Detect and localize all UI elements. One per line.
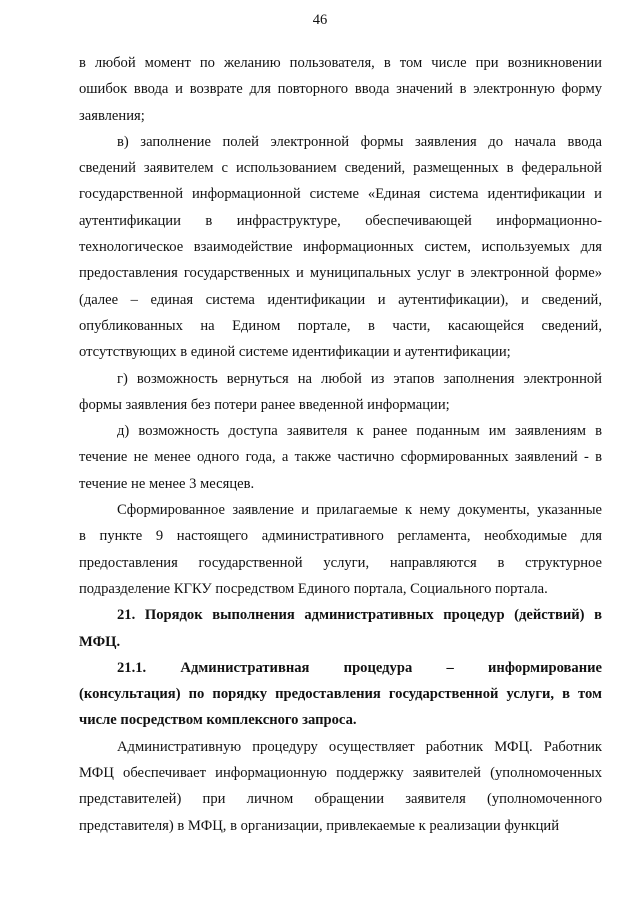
text-line: течение не менее одного года, а также частично сформированных заявлений - в: [79, 449, 602, 466]
text-line: предоставления государственных и муниципальных услуг в электронной форме»: [79, 265, 602, 282]
text-line: ошибок ввода и возврате для повторного ввода значений в электронную форму: [79, 81, 602, 98]
section-heading: [79, 655, 602, 734]
text-line: отсутствующих в единой системе идентификации и аутентификации;: [79, 344, 511, 361]
text-line: числе посредством комплексного запроса.: [79, 712, 357, 729]
text-line: 21. Порядок выполнения административных процедур (действий) в: [117, 607, 602, 624]
text-line: предоставления государственной услуги, направляются в структурное: [79, 554, 602, 571]
paragraph: [79, 497, 602, 602]
page-number: 46: [312, 12, 328, 28]
text-line: МФЦ обеспечивает информационную поддержку заявителей (уполномоченных: [79, 765, 602, 782]
paragraph: [79, 418, 602, 497]
text-line: в пункте 9 настоящего административного регламента, необходимые для: [79, 528, 602, 545]
paragraph: [79, 129, 602, 366]
text-line: технологическое взаимодействие информационных систем, используемых для: [79, 239, 602, 256]
text-line: представителей) при личном обращении заявителя (уполномоченного: [79, 791, 602, 808]
text-line: государственной информационной системе «Единая система идентификации и: [79, 186, 602, 203]
section-heading: [79, 602, 602, 655]
text-line: в любой момент по желанию пользователя, в том числе при возникновении: [79, 55, 602, 71]
text-line: сведений заявителем с использованием сведений, размещенных в федеральной: [79, 160, 602, 177]
text-line: заявления;: [79, 107, 145, 124]
text-line: МФЦ.: [79, 633, 121, 650]
text-line: в) заполнение полей электронной формы заявления до начала ввода: [117, 133, 602, 150]
text-line: аутентификации в инфраструктуре, обеспечивающей информационно-: [79, 212, 602, 229]
text-line: течение не менее 3 месяцев.: [79, 475, 255, 492]
text-line: г) возможность вернуться на любой из этапов заполнения электронной: [117, 370, 602, 387]
text-line: Сформированное заявление и прилагаемые к нему документы, указанные: [117, 502, 602, 519]
paragraph: [79, 366, 602, 419]
text-line: (далее – единая система идентификации и аутентификации), и сведений,: [79, 291, 602, 308]
text-line: формы заявления без потери ранее введенной информации;: [79, 396, 450, 413]
text-line: 21.1. Административная процедура – информирование: [117, 659, 602, 676]
text-line: (консультация) по порядку предоставления государственной услуги, в том: [79, 686, 602, 703]
text-line: представителя) в МФЦ, в организации, привлекаемые к реализации функций: [79, 817, 560, 834]
paragraph: [79, 50, 602, 129]
text-line: Административную процедуру осуществляет работник МФЦ. Работник: [117, 738, 602, 755]
text-line: подразделение КГКУ посредством Единого портала, Социального портала.: [79, 580, 548, 597]
text-line: опубликованных на Едином портале, в части, касающейся сведений,: [79, 317, 602, 334]
text-line: д) возможность доступа заявителя к ранее поданным им заявлениям в: [117, 423, 602, 440]
document-body: [79, 50, 602, 839]
paragraph: [79, 734, 602, 839]
